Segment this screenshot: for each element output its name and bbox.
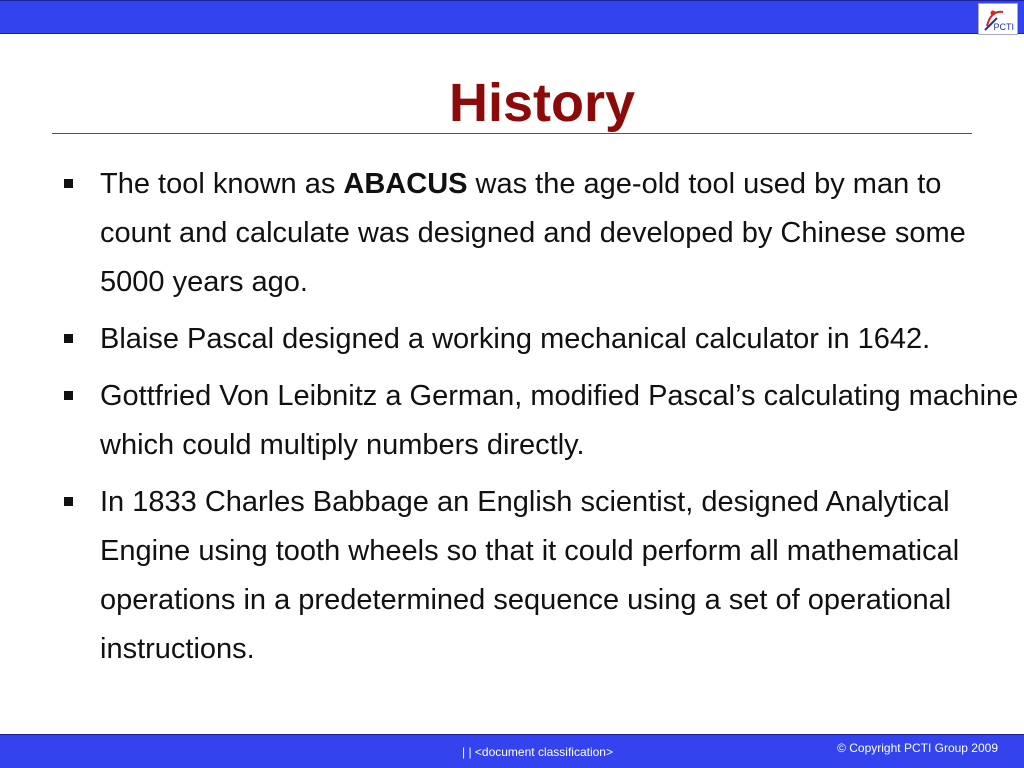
title-divider: [52, 133, 972, 134]
bullet-text: In 1833 Charles Babbage an English scientist, designed Analytical Engine using tooth wheels so that it could perform all mathematical operations in a predetermined sequence using a set of operational instructions.: [100, 486, 960, 665]
pcti-logo: [978, 3, 1018, 35]
logo-text: PCTI: [993, 22, 1014, 32]
bullet-text: Gottfried Von Leibnitz a German, modified Pascal’s calculating machine which could multiply numbers directly.: [100, 380, 1019, 461]
bullet-item-babbage: [60, 478, 1020, 674]
bullet-item-leibnitz: [60, 372, 1020, 470]
document-classification: | | <document classification>: [462, 745, 613, 759]
bullet-item-pascal: [60, 315, 1020, 364]
bullet-list: [60, 160, 1020, 682]
square-bullet-icon: [64, 391, 73, 400]
slide-title: History: [448, 73, 636, 133]
square-bullet-icon: [64, 334, 73, 343]
bullet-text-part: The tool known as: [100, 168, 344, 200]
bullet-bold-term: ABACUS: [343, 168, 468, 200]
square-bullet-icon: [64, 497, 73, 506]
bullet-text: Blaise Pascal designed a working mechanical calculator in 1642.: [100, 323, 931, 355]
bullet-item-abacus: [60, 160, 1020, 307]
header-bar: [0, 0, 1024, 34]
bullet-text-part: was the age-old tool used by man to count and calculate was designed and developed by Chinese some 5000 years ago.: [100, 168, 966, 298]
copyright-notice: © Copyright PCTI Group 2009: [837, 741, 998, 755]
square-bullet-icon: [64, 179, 73, 188]
